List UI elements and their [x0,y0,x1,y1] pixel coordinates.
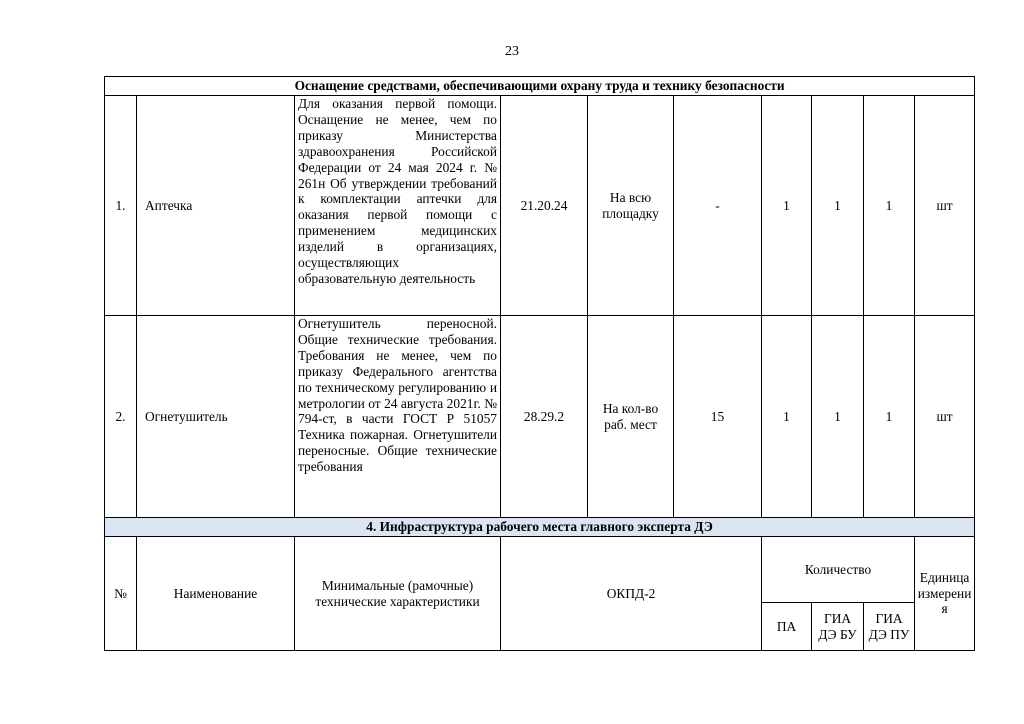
header-pa: ПА [762,603,812,651]
header-specs: Минимальные (рамочные) технические характеристики [295,537,501,651]
header-okpd: ОКПД-2 [501,537,762,651]
table-row [105,96,975,316]
equipment-table [104,76,975,651]
row-number: 2. [105,316,137,518]
unit: шт [915,96,975,316]
header-row [105,537,975,603]
page-number: 23 [505,44,519,59]
item-name: Аптечка [137,96,295,316]
table-row [105,316,975,518]
okpd-code: 28.29.2 [501,316,588,518]
qty-pa: 1 [762,96,812,316]
per-place: На кол-во раб. мест [588,316,674,518]
qty-pa: 1 [762,316,812,518]
unit: шт [915,316,975,518]
header-num: № [105,537,137,651]
okpd-code: 21.20.24 [501,96,588,316]
count: 15 [674,316,762,518]
item-description: Огнетушитель переносной. Общие технические требования. Требования не менее, чем по приказу Федерального агентства по техническому регулированию и метрологии от 24 августа 2021г. № 794-ст, в части ГОСТ Р 51057 Техника пожарная. Огнетушители переносные. Общие технические требования [295,316,501,518]
header-quantity: Количество [762,537,915,603]
header-gia-pu: ГИА ДЭ ПУ [864,603,915,651]
expert-section-title: 4. Инфраструктура рабочего места главного эксперта ДЭ [105,518,975,537]
safety-section-title: Оснащение средствами, обеспечивающими охрану труда и технику безопасности [105,77,975,96]
row-number: 1. [105,96,137,316]
item-description: Для оказания первой помощи. Оснащение не менее, чем по приказу Министерства здравоохранения Российской Федерации от 24 мая 2024 г. № 261н Об утверждении требований к комплектации аптечки для оказания первой помощи с применением медицинских изделий в организациях, осуществляющих образовательную деятельность [295,96,501,316]
qty-gia-pu: 1 [864,316,915,518]
qty-gia-bu: 1 [812,96,864,316]
header-unit: Единица измерения [915,537,975,651]
qty-gia-bu: 1 [812,316,864,518]
item-name: Огнетушитель [137,316,295,518]
header-gia-bu: ГИА ДЭ БУ [812,603,864,651]
qty-gia-pu: 1 [864,96,915,316]
header-name: Наименование [137,537,295,651]
per-place: На всю площадку [588,96,674,316]
count: - [674,96,762,316]
